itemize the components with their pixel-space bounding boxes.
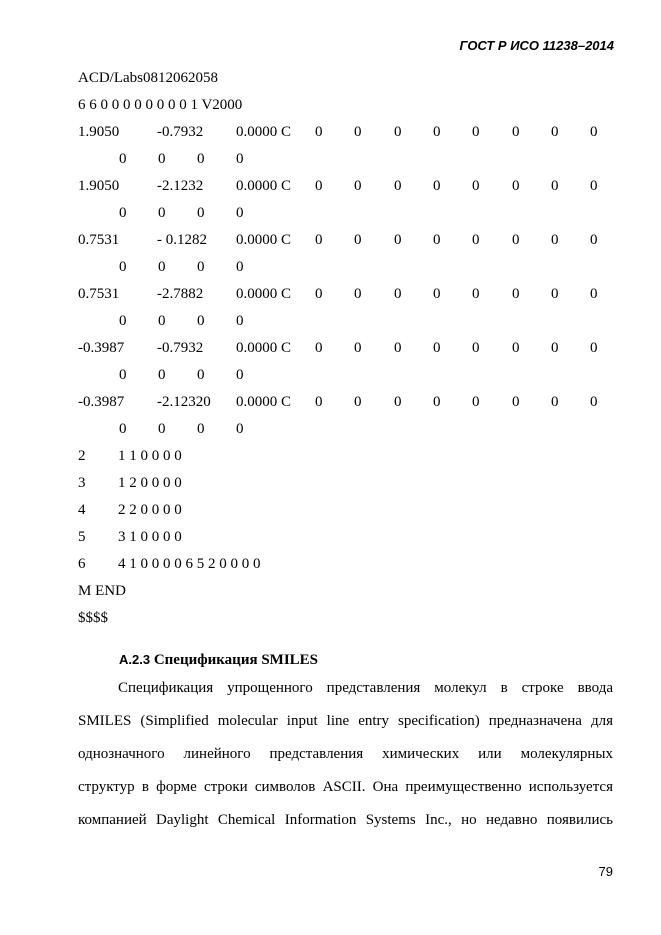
section-title: Спецификация SMILES xyxy=(153,652,319,668)
atom-flag: 0 xyxy=(197,313,205,329)
atom-flag: 0 xyxy=(551,340,559,356)
atom-flag: 0 xyxy=(236,313,244,329)
atom-flag: 0 xyxy=(590,178,598,194)
molfile-counts-line: 6 6 0 0 0 0 0 0 0 0 1 V2000 xyxy=(78,97,243,113)
atom-flag: 0 xyxy=(158,421,166,437)
atom-flag: 0 xyxy=(197,259,205,275)
paragraph-line: структур в форме строки символов ASCII. Она преимущественно используется xyxy=(78,779,613,795)
atom-x: 1.9050 xyxy=(78,178,120,194)
atom-flag: 0 xyxy=(119,367,127,383)
bond-atom-index: 2 xyxy=(78,448,86,464)
atom-y: -0.7932 xyxy=(157,340,204,356)
atom-flag: 0 xyxy=(119,205,127,221)
atom-flag: 0 xyxy=(433,286,441,302)
page-number: 79 xyxy=(598,864,613,879)
atom-flag: 0 xyxy=(197,205,205,221)
atom-flag: 0 xyxy=(354,286,362,302)
bond-atom-index: 6 xyxy=(78,556,86,572)
atom-flag: 0 xyxy=(472,340,480,356)
atom-flag: 0 xyxy=(197,367,205,383)
atom-flag: 0 xyxy=(119,259,127,275)
atom-flag: 0 xyxy=(590,394,598,410)
atom-flag: 0 xyxy=(197,151,205,167)
atom-flag: 0 xyxy=(551,232,559,248)
atom-flag: 0 xyxy=(394,286,402,302)
atom-flag: 0 xyxy=(551,124,559,140)
atom-flag: 0 xyxy=(236,367,244,383)
atom-flag: 0 xyxy=(512,286,520,302)
atom-y: -0.7932 xyxy=(157,124,204,140)
atom-flag: 0 xyxy=(236,151,244,167)
atom-flag: 0 xyxy=(472,394,480,410)
standard-header: ГОСТ Р ИСО 11238–2014 xyxy=(459,38,614,53)
atom-flag: 0 xyxy=(433,340,441,356)
atom-flag: 0 xyxy=(512,124,520,140)
atom-flag: 0 xyxy=(315,232,323,248)
atom-z-element: 0.0000 C xyxy=(236,340,292,356)
atom-flag: 0 xyxy=(119,151,127,167)
bond-fields: 1 2 0 0 0 0 xyxy=(118,475,182,491)
atom-flag: 0 xyxy=(551,286,559,302)
paragraph-line: однозначного линейного представления химических или молекулярных xyxy=(78,746,613,762)
atom-z-element: 0.0000 C xyxy=(236,232,292,248)
atom-flag: 0 xyxy=(158,313,166,329)
bond-fields: 1 1 0 0 0 0 xyxy=(118,448,182,464)
bond-atom-index: 5 xyxy=(78,529,86,545)
atom-x: -0.3987 xyxy=(78,394,125,410)
atom-flag: 0 xyxy=(354,340,362,356)
atom-flag: 0 xyxy=(236,205,244,221)
atom-flag: 0 xyxy=(590,286,598,302)
atom-flag: 0 xyxy=(315,178,323,194)
atom-flag: 0 xyxy=(512,394,520,410)
atom-y: -2.12320 xyxy=(157,394,211,410)
bond-fields: 4 1 0 0 0 0 6 5 2 0 0 0 0 xyxy=(118,556,261,572)
bond-atom-index: 4 xyxy=(78,502,86,518)
atom-flag: 0 xyxy=(433,232,441,248)
atom-flag: 0 xyxy=(590,124,598,140)
atom-flag: 0 xyxy=(158,151,166,167)
atom-z-element: 0.0000 C xyxy=(236,124,292,140)
atom-flag: 0 xyxy=(158,205,166,221)
atom-flag: 0 xyxy=(394,394,402,410)
bond-fields: 3 1 0 0 0 0 xyxy=(118,529,182,545)
atom-flag: 0 xyxy=(236,421,244,437)
atom-flag: 0 xyxy=(512,232,520,248)
atom-flag: 0 xyxy=(354,394,362,410)
section-number: А.2.3 xyxy=(119,652,151,667)
atom-flag: 0 xyxy=(472,178,480,194)
atom-flag: 0 xyxy=(472,124,480,140)
atom-z-element: 0.0000 C xyxy=(236,394,292,410)
atom-x: 0.7531 xyxy=(78,232,120,248)
atom-flag: 0 xyxy=(354,178,362,194)
atom-flag: 0 xyxy=(551,394,559,410)
molfile-terminator: $$$$ xyxy=(78,610,108,626)
atom-flag: 0 xyxy=(394,124,402,140)
atom-flag: 0 xyxy=(590,340,598,356)
atom-flag: 0 xyxy=(512,178,520,194)
paragraph-line: SMILES (Simplified molecular input line entry specification) предназначена для xyxy=(78,713,613,729)
atom-y: -2.7882 xyxy=(157,286,204,302)
atom-flag: 0 xyxy=(433,178,441,194)
paragraph-line: Спецификация упрощенного представления молекул в строке ввода xyxy=(118,680,613,696)
atom-flag: 0 xyxy=(236,259,244,275)
molfile-end-line: M END xyxy=(78,583,126,599)
atom-flag: 0 xyxy=(315,124,323,140)
atom-flag: 0 xyxy=(394,178,402,194)
atom-flag: 0 xyxy=(354,232,362,248)
atom-flag: 0 xyxy=(394,340,402,356)
atom-x: -0.3987 xyxy=(78,340,125,356)
atom-flag: 0 xyxy=(590,232,598,248)
atom-x: 0.7531 xyxy=(78,286,120,302)
atom-flag: 0 xyxy=(119,313,127,329)
atom-flag: 0 xyxy=(315,286,323,302)
atom-z-element: 0.0000 C xyxy=(236,178,292,194)
atom-flag: 0 xyxy=(472,286,480,302)
bond-atom-index: 3 xyxy=(78,475,86,491)
section-heading xyxy=(119,652,318,669)
atom-z-element: 0.0000 C xyxy=(236,286,292,302)
paragraph-line: компанией Daylight Chemical Information Systems Inc., но недавно появились xyxy=(78,812,613,828)
atom-flag: 0 xyxy=(472,232,480,248)
atom-y: -2.1232 xyxy=(157,178,204,194)
atom-flag: 0 xyxy=(512,340,520,356)
molfile-header-line: ACD/Labs0812062058 xyxy=(78,70,218,86)
atom-flag: 0 xyxy=(197,421,205,437)
atom-flag: 0 xyxy=(119,421,127,437)
atom-flag: 0 xyxy=(354,124,362,140)
atom-flag: 0 xyxy=(433,394,441,410)
atom-flag: 0 xyxy=(394,232,402,248)
atom-flag: 0 xyxy=(551,178,559,194)
atom-y: - 0.1282 xyxy=(157,232,207,248)
atom-flag: 0 xyxy=(315,340,323,356)
bond-fields: 2 2 0 0 0 0 xyxy=(118,502,182,518)
atom-flag: 0 xyxy=(315,394,323,410)
atom-flag: 0 xyxy=(158,367,166,383)
atom-flag: 0 xyxy=(433,124,441,140)
atom-flag: 0 xyxy=(158,259,166,275)
atom-x: 1.9050 xyxy=(78,124,120,140)
